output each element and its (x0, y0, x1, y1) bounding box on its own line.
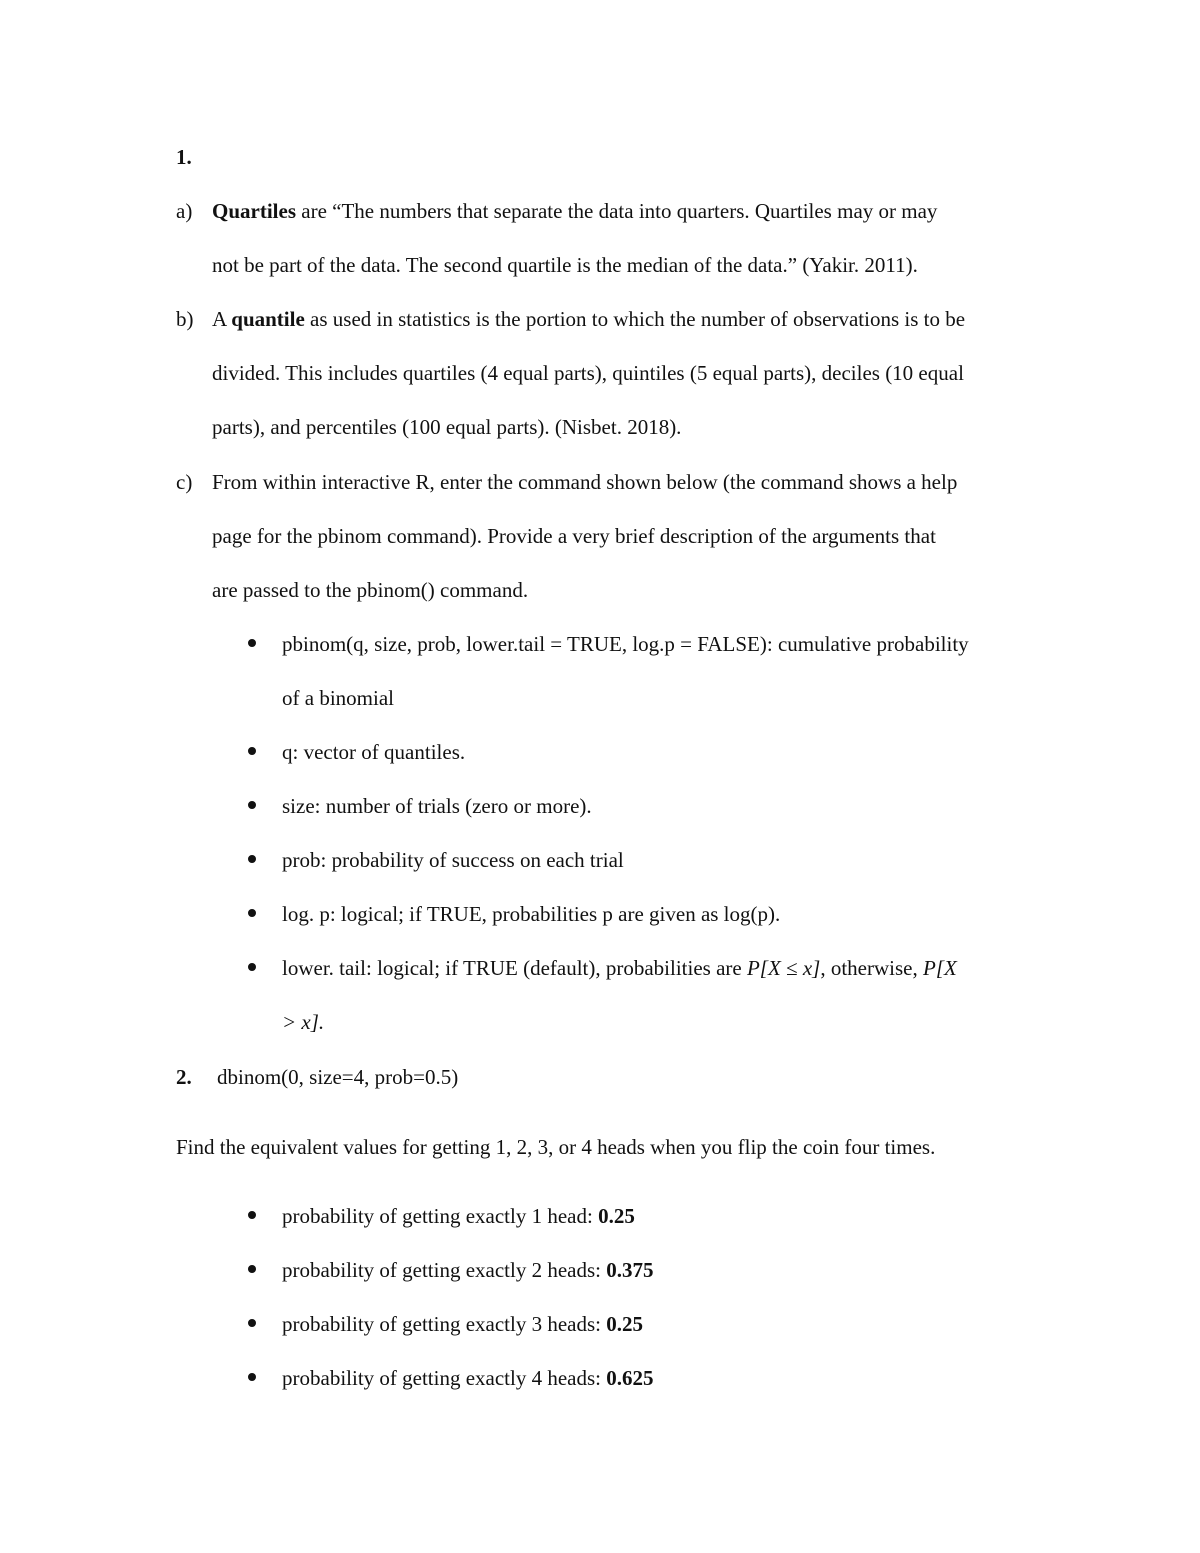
dbinom-command: dbinom(0, size=4, prob=0.5) (217, 1065, 459, 1089)
answer-2-heads (282, 1260, 654, 1281)
answer-value: 0.375 (606, 1258, 654, 1282)
bullet-icon (248, 1211, 256, 1219)
answer-label: probability of getting exactly 2 heads: (282, 1258, 607, 1282)
bullet-pbinom-line-2: of a binomial (282, 686, 394, 710)
bullet-log-p: log. p: logical; if TRUE, probabilities p are given as log(p). (282, 902, 781, 926)
answer-4-heads (282, 1368, 654, 1389)
answer-value: 0.25 (598, 1204, 635, 1228)
item-a-line-1 (212, 201, 937, 222)
lower-tail-otherwise: , otherwise, (820, 956, 923, 980)
item-b-text-1: as used in statistics is the portion to which the number of observations is to be (304, 307, 966, 331)
bullet-pbinom-line-1: pbinom(q, size, prob, lower.tail = TRUE, log.p = FALSE): cumulative probability (282, 632, 969, 656)
item-c-line-3: are passed to the pbinom() command. (212, 578, 529, 602)
bullet-icon (248, 747, 256, 755)
bullet-icon (248, 963, 256, 971)
answer-value: 0.25 (606, 1312, 643, 1336)
item-b-pre: A (212, 307, 232, 331)
item-b-marker: b) (176, 307, 194, 331)
item-a-marker: a) (176, 199, 193, 223)
bullet-icon (248, 855, 256, 863)
item-c-marker: c) (176, 470, 193, 494)
bullet-lower-tail-line-1 (282, 958, 957, 979)
item-b-line-1 (212, 309, 965, 330)
bullet-size: size: number of trials (zero or more). (282, 794, 592, 818)
question-number-1: 1. (176, 145, 192, 169)
answer-label: probability of getting exactly 4 heads: (282, 1366, 607, 1390)
item-a-line-2: not be part of the data. The second quartile is the median of the data.” (Yakir. 2011). (212, 253, 918, 277)
answer-label: probability of getting exactly 1 head: (282, 1204, 599, 1228)
item-a-text-1: are “The numbers that separate the data into quarters. Quartiles may or may (296, 199, 938, 223)
bullet-q: q: vector of quantiles. (282, 740, 466, 764)
lower-tail-formula-2-end: > x]. (282, 1010, 325, 1034)
answer-3-heads (282, 1314, 643, 1335)
lower-tail-text: lower. tail: logical; if TRUE (default), probabilities are (282, 956, 747, 980)
bullet-icon (248, 1265, 256, 1273)
question-number-2: 2. (176, 1065, 192, 1089)
bullet-icon (248, 1319, 256, 1327)
item-c-line-2: page for the pbinom command). Provide a very brief description of the arguments that (212, 524, 936, 548)
item-b-line-2: divided. This includes quartiles (4 equal parts), quintiles (5 equal parts), deciles (10 equal (212, 361, 964, 385)
bullet-icon (248, 639, 256, 647)
lower-tail-formula-2: P[X (923, 956, 957, 980)
item-c-line-1: From within interactive R, enter the command shown below (the command shows a help (212, 470, 958, 494)
bullet-lower-tail-line-2 (282, 1012, 324, 1033)
bullet-icon (248, 909, 256, 917)
question-2-prompt: Find the equivalent values for getting 1, 2, 3, or 4 heads when you flip the coin four times. (176, 1135, 936, 1159)
term-quantile: quantile (231, 307, 305, 331)
bullet-icon (248, 1373, 256, 1381)
bullet-icon (248, 801, 256, 809)
item-b-line-3: parts), and percentiles (100 equal parts). (Nisbet. 2018). (212, 415, 682, 439)
answer-value: 0.625 (606, 1366, 654, 1390)
lower-tail-formula-1: P[X ≤ x] (746, 956, 821, 980)
answer-1-head (282, 1206, 635, 1227)
bullet-prob: prob: probability of success on each trial (282, 848, 624, 872)
answer-label: probability of getting exactly 3 heads: (282, 1312, 607, 1336)
term-quartiles: Quartiles (212, 199, 296, 223)
